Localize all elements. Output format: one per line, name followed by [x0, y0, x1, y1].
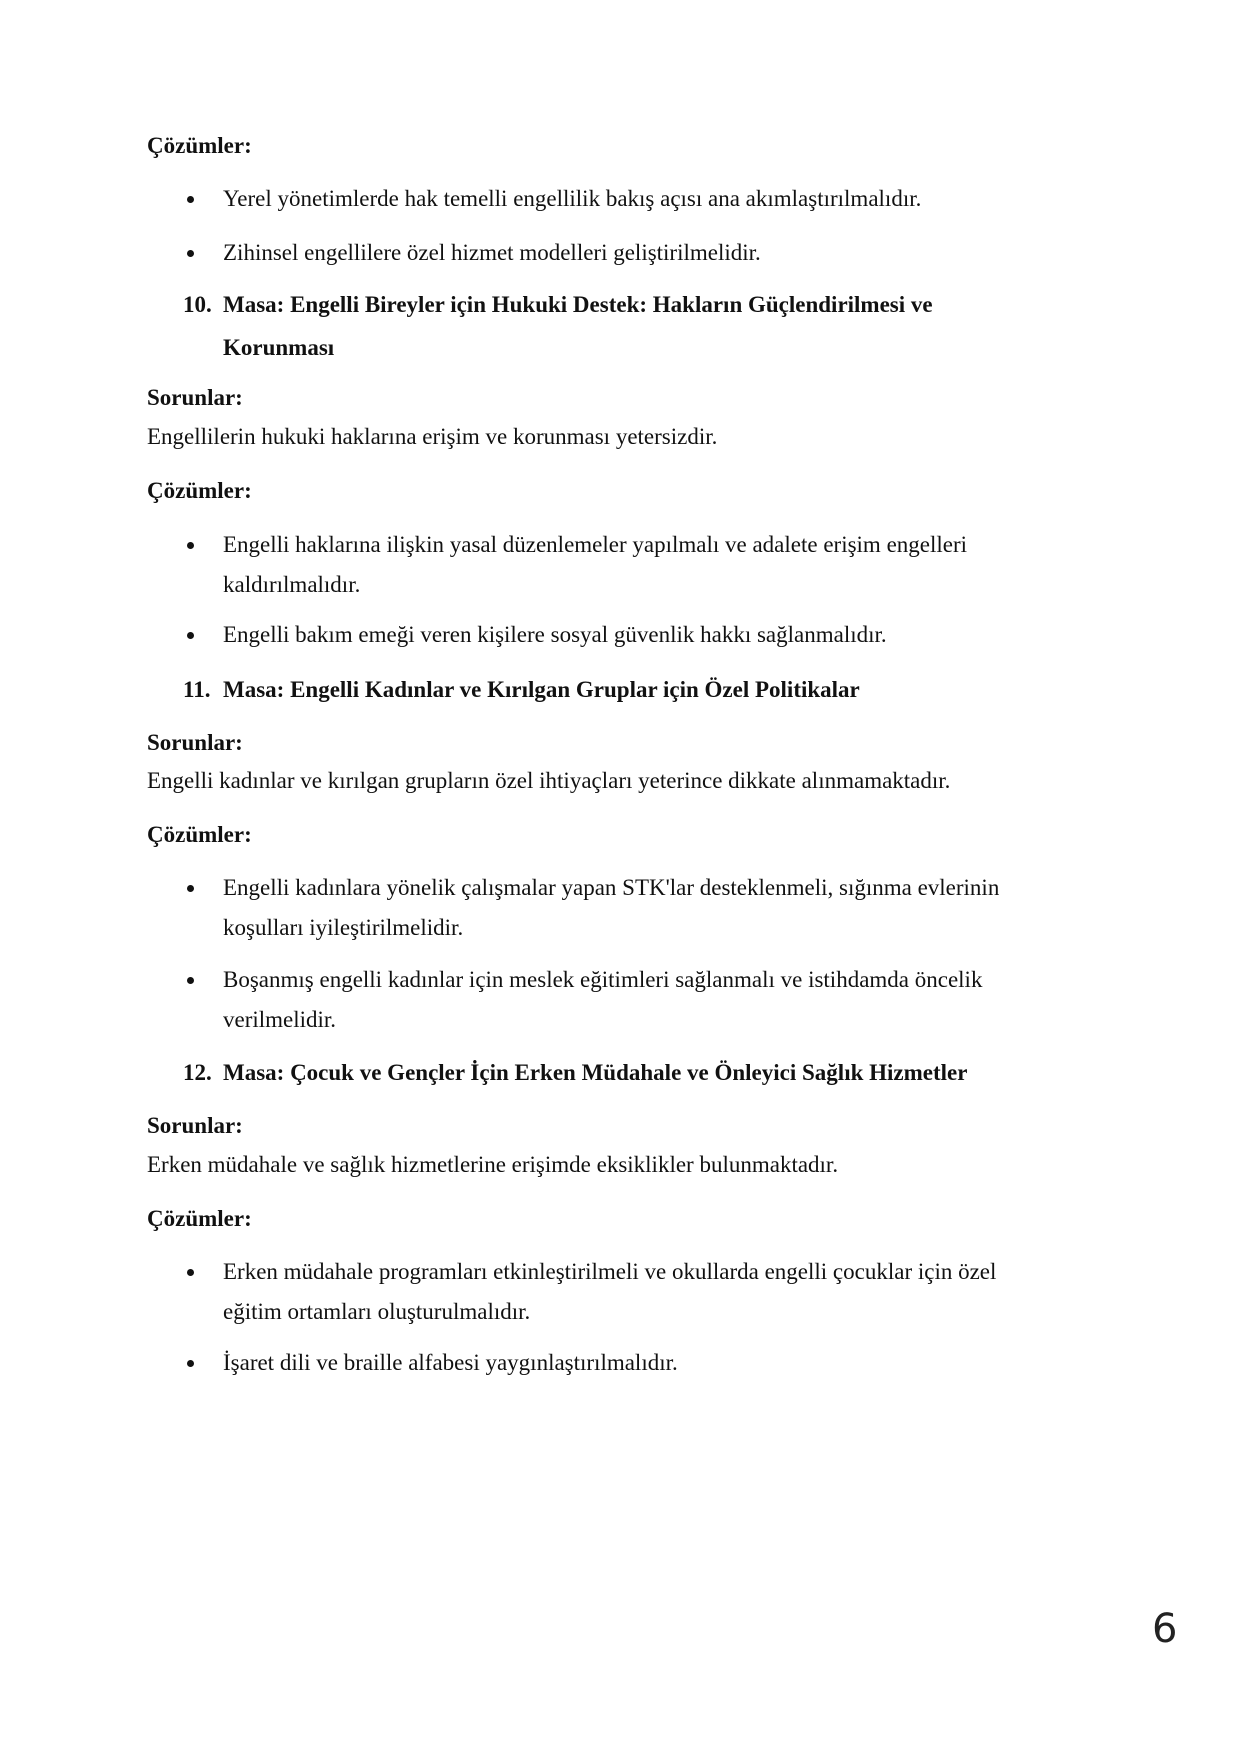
- section-number: 10.: [183, 292, 212, 317]
- bullet-item-text: koşulları iyileştirilmelidir.: [223, 915, 464, 940]
- bullet-icon: [187, 885, 194, 892]
- section-number: 12.: [183, 1060, 212, 1085]
- bullet-icon: [187, 1269, 194, 1276]
- bullet-item-text: Engelli bakım emeği veren kişilere sosyal güvenlik hakkı sağlanmalıdır.: [223, 622, 887, 647]
- bullet-item-text: eğitim ortamları oluşturulmalıdır.: [223, 1299, 531, 1324]
- problems-label: Sorunlar:: [147, 1113, 243, 1138]
- bullet-icon: [187, 542, 194, 549]
- solutions-label: Çözümler:: [147, 1206, 252, 1231]
- bullet-icon: [187, 250, 194, 257]
- section-heading: Korunması: [223, 335, 335, 360]
- bullet-item-text: Zihinsel engellilere özel hizmet modelleri geliştirilmelidir.: [223, 240, 761, 265]
- bullet-icon: [187, 1360, 194, 1367]
- problem-text: Erken müdahale ve sağlık hizmetlerine erişimde eksiklikler bulunmaktadır.: [147, 1152, 839, 1177]
- bullet-item-text: kaldırılmalıdır.: [223, 572, 361, 597]
- problems-label: Sorunlar:: [147, 385, 243, 410]
- solutions-label: Çözümler:: [147, 133, 252, 158]
- problem-text: Engellilerin hukuki haklarına erişim ve korunması yetersizdir.: [147, 424, 718, 449]
- solutions-label: Çözümler:: [147, 478, 252, 503]
- solutions-label: Çözümler:: [147, 822, 252, 847]
- bullet-item-text: verilmelidir.: [223, 1007, 337, 1032]
- bullet-item-text: Engelli haklarına ilişkin yasal düzenlemeler yapılmalı ve adalete erişim engelleri: [223, 532, 968, 557]
- section-number: 11.: [183, 677, 211, 702]
- bullet-item-text: Erken müdahale programları etkinleştirilmeli ve okullarda engelli çocuklar için özel: [223, 1259, 997, 1284]
- page-number: 6: [1152, 1606, 1178, 1652]
- bullet-item-text: Boşanmış engelli kadınlar için meslek eğitimleri sağlanmalı ve istihdamda öncelik: [223, 967, 983, 992]
- section-heading: Masa: Engelli Kadınlar ve Kırılgan Gruplar için Özel Politikalar: [223, 677, 860, 702]
- bullet-item-text: İşaret dili ve braille alfabesi yaygınlaştırılmalıdır.: [223, 1350, 678, 1375]
- problems-label: Sorunlar:: [147, 730, 243, 755]
- bullet-icon: [187, 632, 194, 639]
- bullet-item-text: Yerel yönetimlerde hak temelli engellilik bakış açısı ana akımlaştırılmalıdır.: [223, 186, 922, 211]
- problem-text: Engelli kadınlar ve kırılgan grupların özel ihtiyaçları yeterince dikkate alınmamaktadır.: [147, 768, 951, 793]
- bullet-icon: [187, 977, 194, 984]
- bullet-item-text: Engelli kadınlara yönelik çalışmalar yapan STK'lar desteklenmeli, sığınma evlerinin: [223, 875, 1000, 900]
- section-heading: Masa: Engelli Bireyler için Hukuki Destek: Hakların Güçlendirilmesi ve: [223, 292, 933, 317]
- bullet-icon: [187, 196, 194, 203]
- section-heading: Masa: Çocuk ve Gençler İçin Erken Müdahale ve Önleyici Sağlık Hizmetler: [223, 1060, 968, 1085]
